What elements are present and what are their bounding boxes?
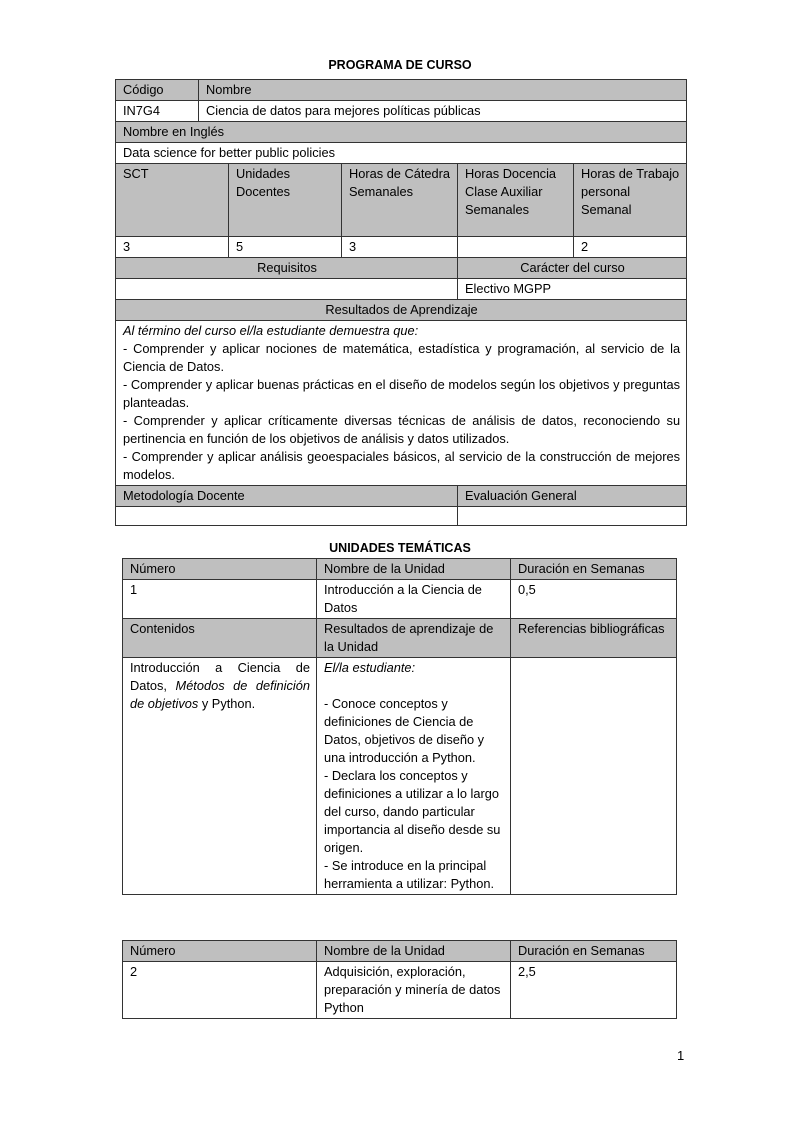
sct-value: 3 (116, 237, 229, 258)
duracion-label: Duración en Semanas (511, 941, 677, 962)
horas-catedra-header: Horas de Cátedra Semanales (342, 164, 458, 237)
horas-trabajo-header: Horas de Trabajo personal Semanal (574, 164, 687, 237)
horas-catedra-value: 3 (342, 237, 458, 258)
unit-1-resultado-item: - Se introduce en la principal herramienta a utilizar: Python. (324, 858, 494, 891)
caracter-label: Carácter del curso (458, 258, 687, 279)
codigo-value: IN7G4 (116, 101, 199, 122)
unidades-docentes-header: Unidades Docentes (229, 164, 342, 237)
unit-1-duracion: 0,5 (511, 580, 677, 619)
nombre-unidad-label: Nombre de la Unidad (317, 559, 511, 580)
resultados-intro: Al término del curso el/la estudiante demuestra que: (123, 323, 419, 338)
resultado-item: - Comprender y aplicar análisis geoespaciales básicos, al servicio de la construcción de mejores modelos. (123, 449, 681, 482)
unit-1-referencias (511, 658, 677, 895)
numero-label: Número (123, 941, 317, 962)
caracter-value: Electivo MGPP (458, 279, 687, 300)
unit-2-table (122, 940, 677, 1019)
horas-trabajo-value: 2 (574, 237, 687, 258)
resultado-item: - Comprender y aplicar nociones de matemática, estadística y programación, al servicio de la Ciencia de Datos. (123, 341, 681, 374)
page-number: 1 (677, 1048, 685, 1063)
evaluacion-label: Evaluación General (458, 486, 687, 507)
nombre-label: Nombre (199, 80, 687, 101)
unidades-docentes-value: 5 (229, 237, 342, 258)
program-table (115, 79, 687, 526)
unit-1-contenidos (123, 658, 317, 895)
resultado-item: - Comprender y aplicar buenas prácticas en el diseño de modelos según los objetivos y preguntas planteadas. (123, 377, 681, 410)
evaluacion-value (458, 507, 687, 526)
unit-2-duracion: 2,5 (511, 962, 677, 1019)
contenidos-label: Contenidos (123, 619, 317, 658)
requisitos-label: Requisitos (116, 258, 458, 279)
unit-1-resultado-item: - Conoce conceptos y definiciones de Ciencia de Datos, objetivos de diseño y una introducción a Python. (324, 696, 485, 765)
nombre-unidad-label: Nombre de la Unidad (317, 941, 511, 962)
contenidos-text: y Python. (198, 696, 256, 711)
unit-2-nombre: Adquisición, exploración, preparación y minería de datos Python (317, 962, 511, 1019)
referencias-label: Referencias bibliográficas (511, 619, 677, 658)
resultados-label: Resultados de Aprendizaje (116, 300, 687, 321)
metodologia-label: Metodología Docente (116, 486, 458, 507)
numero-label: Número (123, 559, 317, 580)
unit-1-nombre: Introducción a la Ciencia de Datos (317, 580, 511, 619)
sct-header: SCT (116, 164, 229, 237)
contenidos-text: Introducción a Ciencia de Datos, (130, 660, 310, 693)
duracion-label: Duración en Semanas (511, 559, 677, 580)
resultados-aprendizaje (116, 321, 687, 486)
program-title: PROGRAMA DE CURSO (328, 58, 472, 72)
unit-1-resultados-intro: El/la estudiante: (324, 660, 416, 675)
unit-1-resultados (317, 658, 511, 895)
resultados-unidad-label: Resultados de aprendizaje de la Unidad (317, 619, 511, 658)
unit-1-table (122, 558, 677, 895)
metodologia-value (116, 507, 458, 526)
units-title: UNIDADES TEMÁTICAS (329, 541, 471, 555)
unit-1-resultado-item: - Declara los conceptos y definiciones a utilizar a lo largo del curso, dando particular importancia al diseño desde su origen. (324, 768, 501, 855)
nombre-value: Ciencia de datos para mejores políticas públicas (199, 101, 687, 122)
unit-2-numero: 2 (123, 962, 317, 1019)
requisitos-value (116, 279, 458, 300)
nombre-ingles-value: Data science for better public policies (116, 143, 687, 164)
unit-1-numero: 1 (123, 580, 317, 619)
contenidos-italic-text: Métodos de definición de objetivos (130, 678, 310, 711)
codigo-label: Código (116, 80, 199, 101)
nombre-ingles-label: Nombre en Inglés (116, 122, 687, 143)
resultado-item: - Comprender y aplicar críticamente diversas técnicas de análisis de datos, reconociendo su pertinencia en función de los objetivos de análisis y datos utilizados. (123, 413, 681, 446)
horas-auxiliar-header: Horas Docencia Clase Auxiliar Semanales (458, 164, 574, 237)
horas-auxiliar-value (458, 237, 574, 258)
